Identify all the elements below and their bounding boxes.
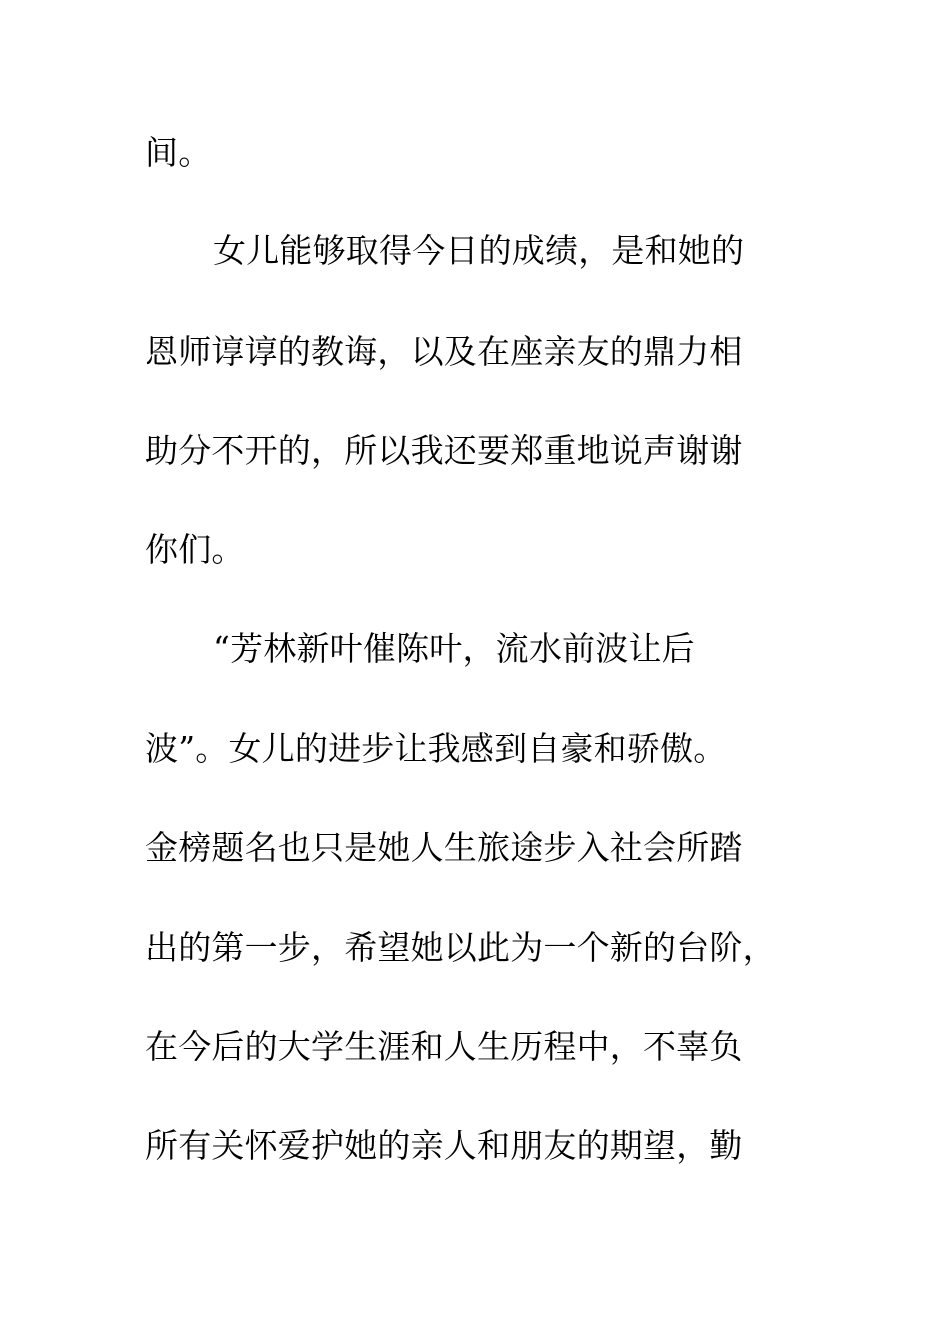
text-line: 间。 <box>145 133 212 172</box>
text-line: 金榜题名也只是她人生旅途步入社会所踏 <box>145 828 743 867</box>
paragraph-start-line: 女儿能够取得今日的成绩，是和她的 <box>213 231 745 270</box>
paragraph-start-line: “芳林新叶催陈叶，流水前波让后 <box>213 629 695 668</box>
text-line: 在今后的大学生涯和人生历程中，不辜负 <box>145 1027 743 1066</box>
text-line: 你们。 <box>145 530 245 569</box>
text-line: 波”。女儿的进步让我感到自豪和骄傲。 <box>145 729 727 768</box>
text-line: 出的第一步，希望她以此为一个新的台阶， <box>145 928 776 967</box>
text-line: 助分不开的，所以我还要郑重地说声谢谢 <box>145 431 743 470</box>
text-line: 所有关怀爱护她的亲人和朋友的期望，勤 <box>145 1126 743 1165</box>
text-line: 恩师谆谆的教诲，以及在座亲友的鼎力相 <box>145 332 743 371</box>
